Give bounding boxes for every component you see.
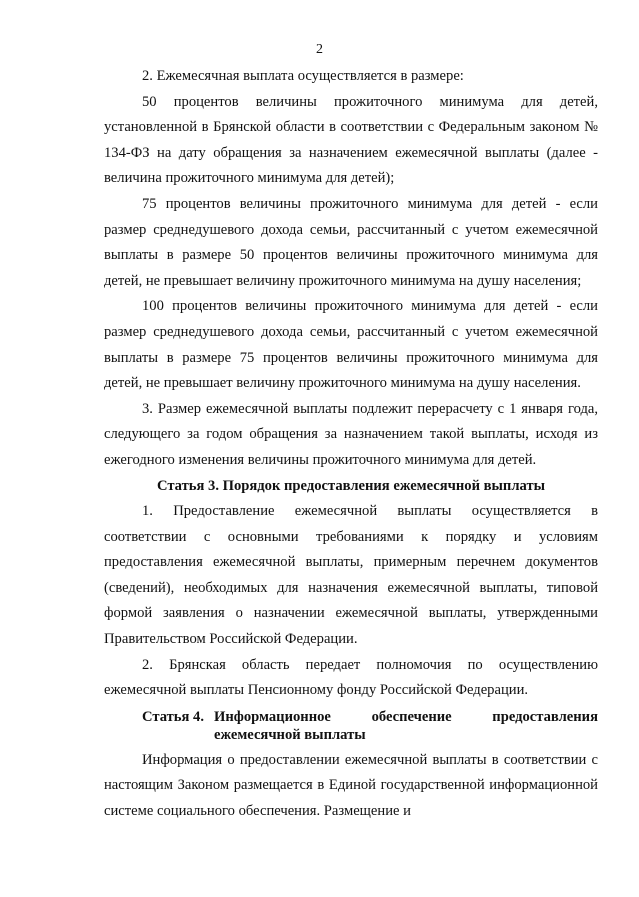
paragraph: 75 процентов величины прожиточного минимума для детей - если размер среднедушевого дохода семьи, рассчитанный с учетом ежемесячной выплаты в размере 50 процентов величины прожиточного минимума для детей, не превышает величину прожиточного минимума на душу населения; [104, 195, 598, 289]
paragraph: 1. Предоставление ежемесячной выплаты осуществляется в соответствии с основными требованиями к порядку и условиям предоставления ежемесячной выплаты, примерным перечнем документов (сведений), необходимых для назначения ежемесячной выплаты, типовой формой заявления о назначении ежемесячной выплаты, утвержденными Правительством Российской Федерации. [104, 503, 598, 648]
article-4-title: Информационное обеспечение предоставления ежемесячной выплаты [214, 708, 598, 743]
paragraph: 50 процентов величины прожиточного минимума для детей, установленной в Брянской области в соответствии с Федеральным законом № 134-ФЗ на дату обращения за назначением ежемесячной выплаты (далее - величина прожиточного минимума для детей); [104, 93, 598, 187]
paragraph: 2. Брянская область передает полномочия по осуществлению ежемесячной выплаты Пенсионному фонду Российской Федерации. [104, 656, 598, 699]
paragraph: 2. Ежемесячная выплата осуществляется в размере: [142, 68, 464, 84]
article-3-heading: Статья 3. Порядок предоставления ежемесячной выплаты [156, 477, 546, 494]
paragraph: 3. Размер ежемесячной выплаты подлежит перерасчету с 1 января года, следующего за годом обращения за назначением такой выплаты, исходя из ежегодного изменения величины прожиточного минимума для детей. [104, 400, 598, 468]
page-number: 2 [316, 42, 323, 57]
paragraph: 100 процентов величины прожиточного минимума для детей - если размер среднедушевого дохода семьи, рассчитанный с учетом ежемесячной выплаты в размере 75 процентов величины прожиточного минимума для детей, не превышает величину прожиточного минимума на душу населения. [104, 298, 598, 392]
document-body [104, 64, 598, 825]
paragraph: Информация о предоставлении ежемесячной выплаты в соответствии с настоящим Законом размещается в Единой государственной информационной системе социального обеспечения. Размещение и [104, 751, 598, 820]
article-4-label: Статья 4. [142, 708, 204, 725]
article-4-heading [142, 704, 598, 748]
